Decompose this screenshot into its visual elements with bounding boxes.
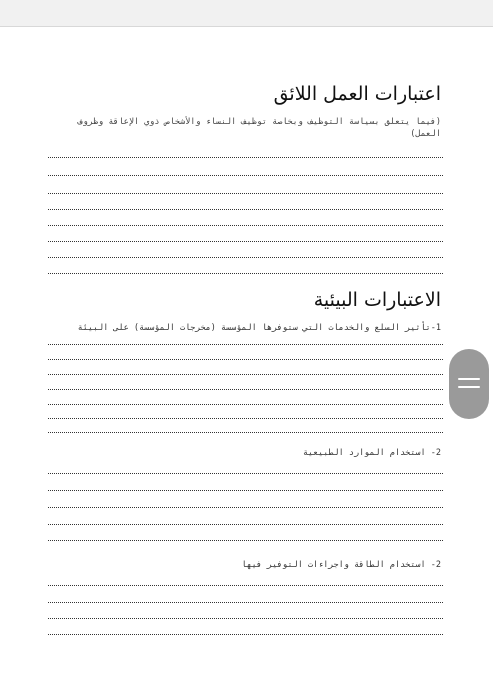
dotted-line: [48, 432, 443, 433]
document-page: [0, 27, 493, 700]
dotted-line: [48, 257, 443, 258]
viewer-top-bar: [0, 0, 493, 27]
dotted-line: [48, 490, 443, 491]
dotted-line: [48, 418, 443, 419]
dotted-line: [48, 344, 443, 345]
dotted-line: [48, 404, 443, 405]
dotted-line: [48, 618, 443, 619]
section-title-decent-work: اعتبارات العمل اللائق: [273, 83, 441, 105]
dotted-line: [48, 209, 443, 210]
dotted-line: [48, 193, 443, 194]
dotted-line: [48, 374, 443, 375]
item-products-impact: 1-تأثير السلع والخدمات التي ستوفرها المؤسسة (مخرجات المؤسسة) على البيئة: [77, 323, 441, 333]
dotted-line: [48, 389, 443, 390]
dotted-line: [48, 359, 443, 360]
dotted-line: [48, 507, 443, 508]
dotted-line: [48, 175, 443, 176]
dotted-line: [48, 225, 443, 226]
item-energy-use: 2- استخدام الطاقة واجراءات التوفير فيها: [241, 560, 441, 570]
dotted-line: [48, 524, 443, 525]
dotted-line: [48, 585, 443, 586]
dotted-line: [48, 157, 443, 158]
dotted-line: [48, 540, 443, 541]
item-natural-resources: 2- استخدام الموارد الطبيعية: [302, 448, 441, 458]
section-title-environmental: الاعتبارات البيئية: [313, 289, 441, 311]
section-note-decent-work: (فيما يتعلق بسياسة التوظيف وبخاصة توظيف النساء والأشخاص ذوي الإعاقة وظروف العمل): [77, 117, 441, 139]
dotted-line: [48, 602, 443, 603]
dotted-line: [48, 473, 443, 474]
dotted-line: [48, 273, 443, 274]
side-panel-handle[interactable]: [449, 349, 489, 419]
dotted-line: [48, 241, 443, 242]
dotted-line: [48, 634, 443, 635]
